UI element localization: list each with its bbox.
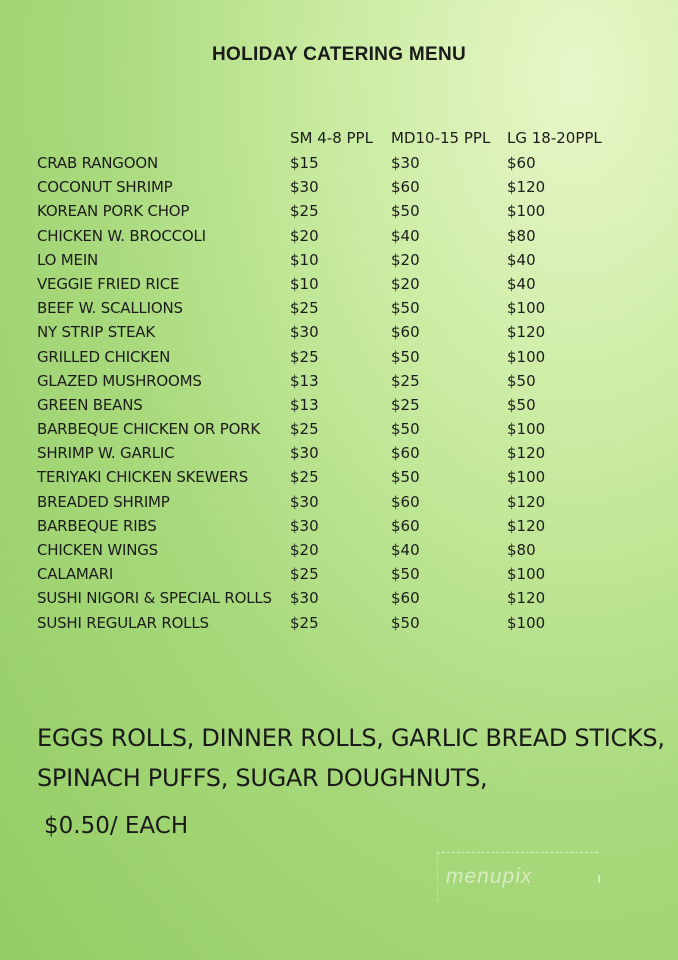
price-sm: $13 [290, 371, 319, 390]
column-header-lg: LG 18-20PPL [507, 129, 602, 147]
price-sm: $25 [290, 202, 319, 221]
menu-item-name: GLAZED MUSHROOMS [37, 371, 202, 390]
price-sm: $25 [290, 565, 319, 584]
extras-line-1: EGGS ROLLS, DINNER ROLLS, GARLIC BREAD STICKS, [37, 724, 665, 752]
price-lg: $100 [507, 613, 546, 632]
price-lg: $100 [507, 565, 546, 584]
price-sm: $15 [290, 154, 319, 172]
table-row [0, 538, 678, 562]
price-md: $50 [391, 468, 420, 487]
price-lg: $50 [507, 371, 536, 390]
menu-item-name: BARBEQUE CHICKEN OR PORK [37, 420, 261, 439]
price-md: $50 [391, 613, 420, 632]
menu-item-name: LO MEIN [37, 250, 99, 269]
table-row [0, 514, 678, 538]
price-lg: $60 [507, 154, 536, 172]
price-sm: $30 [290, 516, 319, 535]
price-md: $30 [391, 154, 420, 172]
price-md: $60 [391, 589, 420, 608]
price-lg: $100 [507, 202, 546, 221]
menu-item-name: VEGGIE FRIED RICE [37, 274, 180, 293]
price-md: $50 [391, 299, 420, 318]
table-row [0, 369, 678, 393]
price-lg: $50 [507, 395, 536, 414]
menu-item-name: SUSHI NIGORI & SPECIAL ROLLS [37, 589, 272, 608]
price-lg: $100 [507, 299, 546, 318]
price-sm: $25 [290, 468, 319, 487]
menu-item-name: GREEN BEANS [37, 395, 143, 414]
table-row [0, 199, 678, 223]
menu-item-name: COCONUT SHRIMP [37, 178, 173, 197]
table-row [0, 296, 678, 320]
price-lg: $100 [507, 347, 546, 366]
price-sm: $10 [290, 274, 319, 293]
table-row [0, 248, 678, 272]
price-lg: $120 [507, 323, 546, 342]
page-title: HOLIDAY CATERING MENU [211, 44, 467, 65]
menu-item-name: BARBEQUE RIBS [37, 516, 157, 535]
menu-item-name: CRAB RANGOON [37, 154, 158, 172]
menu-item-name: BEEF W. SCALLIONS [37, 299, 183, 318]
menu-table [0, 126, 678, 635]
table-row [0, 151, 678, 175]
price-lg: $40 [507, 250, 536, 269]
menu-item-name: CHICKEN WINGS [37, 541, 158, 559]
column-header-md: MD10-15 PPL [391, 129, 491, 147]
price-lg: $120 [507, 589, 546, 608]
price-lg: $80 [507, 226, 536, 245]
watermark-mark [598, 875, 600, 883]
menu-item-name: BREADED SHRIMP [37, 492, 170, 511]
price-md: $60 [391, 492, 420, 511]
price-sm: $30 [290, 589, 319, 608]
price-md: $60 [391, 516, 420, 535]
price-sm: $30 [290, 178, 319, 197]
price-lg: $40 [507, 274, 536, 293]
price-lg: $120 [507, 444, 546, 463]
table-row [0, 417, 678, 441]
table-row [0, 586, 678, 610]
price-md: $60 [391, 444, 420, 463]
table-row [0, 490, 678, 514]
table-row [0, 562, 678, 586]
table-row [0, 465, 678, 489]
price-lg: $100 [507, 468, 546, 487]
price-md: $40 [391, 541, 420, 559]
price-sm: $20 [290, 541, 319, 559]
table-row [0, 320, 678, 344]
price-sm: $10 [290, 250, 319, 269]
price-sm: $13 [290, 395, 319, 414]
menu-item-name: CHICKEN W. BROCCOLI [37, 226, 206, 245]
price-lg: $80 [507, 541, 536, 559]
table-row [0, 175, 678, 199]
menu-item-name: NY STRIP STEAK [37, 323, 155, 342]
watermark-logo [437, 852, 598, 901]
price-lg: $120 [507, 492, 546, 511]
extras-line-2: SPINACH PUFFS, SUGAR DOUGHNUTS, [37, 764, 488, 792]
price-lg: $100 [507, 420, 546, 439]
menu-item-name: TERIYAKI CHICKEN SKEWERS [37, 468, 249, 487]
column-header-sm: SM 4-8 PPL [290, 129, 373, 147]
price-sm: $25 [290, 299, 319, 318]
extras-price: $0.50/ EACH [44, 813, 189, 839]
price-sm: $30 [290, 323, 319, 342]
price-md: $50 [391, 420, 420, 439]
table-row [0, 441, 678, 465]
price-md: $40 [391, 226, 420, 245]
price-md: $50 [391, 347, 420, 366]
price-md: $60 [391, 178, 420, 197]
price-sm: $30 [290, 444, 319, 463]
table-row [0, 272, 678, 296]
price-lg: $120 [507, 516, 546, 535]
table-row [0, 611, 678, 635]
extras-text [37, 718, 665, 798]
menu-item-name: SHRIMP W. GARLIC [37, 444, 175, 463]
price-sm: $25 [290, 347, 319, 366]
price-sm: $25 [290, 613, 319, 632]
menu-item-name: GRILLED CHICKEN [37, 347, 171, 366]
table-row [0, 393, 678, 417]
price-lg: $120 [507, 178, 546, 197]
price-md: $25 [391, 371, 420, 390]
watermark-text: menupix [446, 865, 533, 888]
price-sm: $30 [290, 492, 319, 511]
price-md: $50 [391, 202, 420, 221]
menu-item-name: SUSHI REGULAR ROLLS [37, 613, 209, 632]
table-header [0, 126, 678, 151]
price-md: $20 [391, 274, 420, 293]
price-sm: $20 [290, 226, 319, 245]
table-row [0, 345, 678, 369]
table-row [0, 224, 678, 248]
price-md: $25 [391, 395, 420, 414]
price-sm: $25 [290, 420, 319, 439]
price-md: $20 [391, 250, 420, 269]
menu-item-name: CALAMARI [37, 565, 114, 584]
menu-item-name: KOREAN PORK CHOP [37, 202, 190, 221]
price-md: $50 [391, 565, 420, 584]
price-md: $60 [391, 323, 420, 342]
